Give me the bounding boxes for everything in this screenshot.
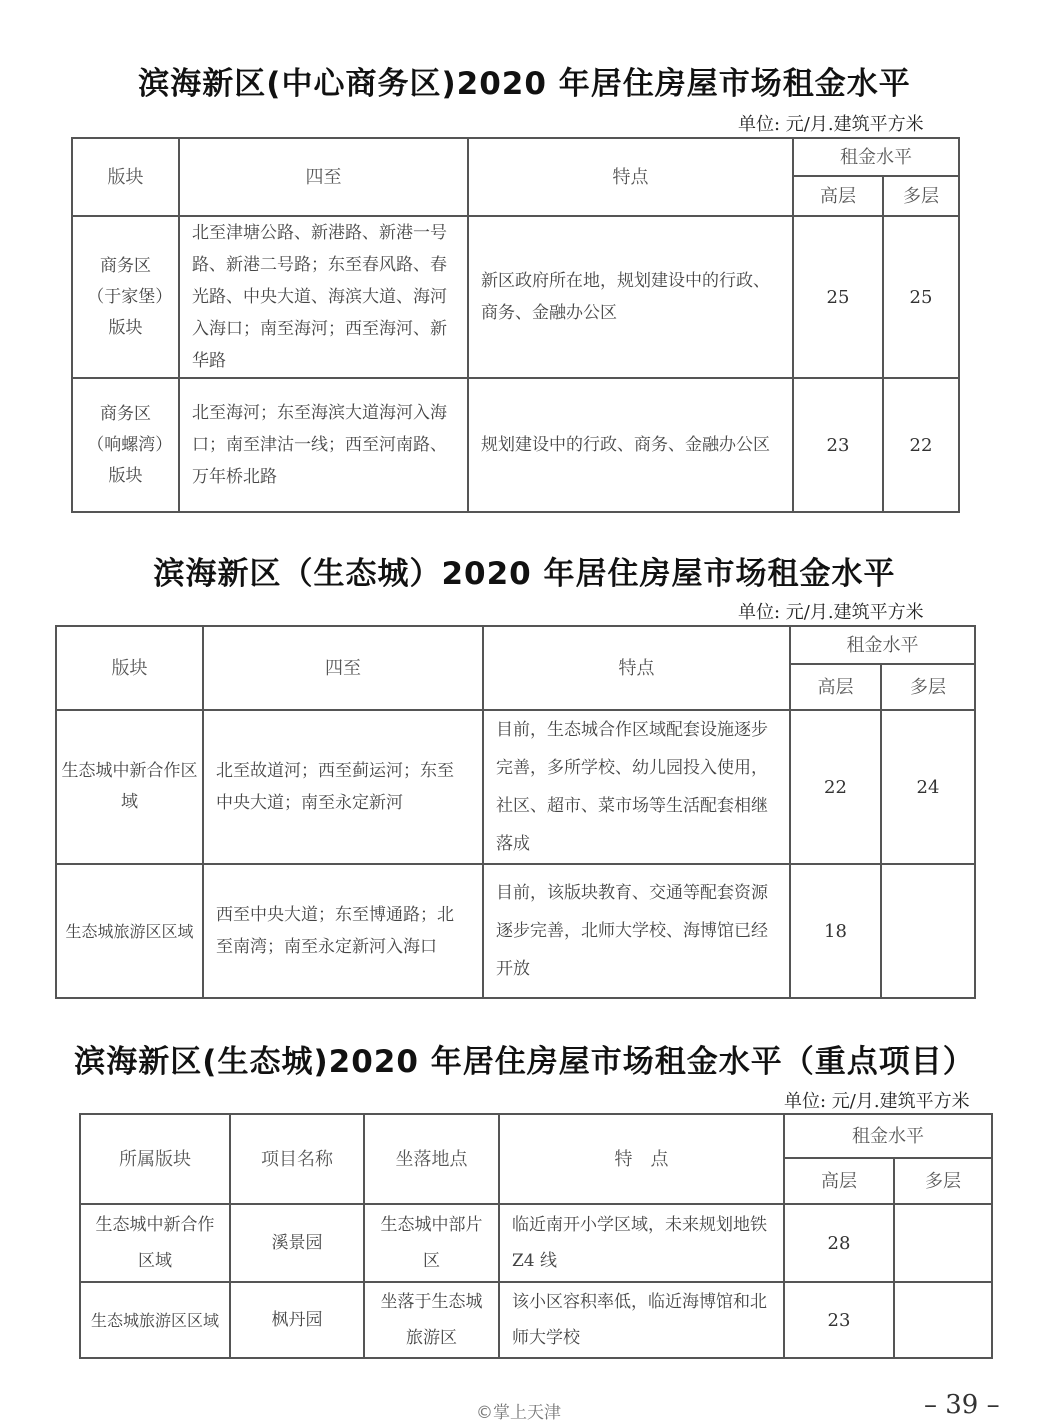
- features-cell: 目前，该版块教育、交通等配套资源逐步完善，北师大学校、海博馆已经开放: [483, 864, 790, 998]
- header-high: 高层: [793, 176, 883, 216]
- project-cell: 溪景园: [230, 1204, 364, 1282]
- high-rent-cell: 23: [784, 1282, 894, 1358]
- header-location: 坐落地点: [364, 1114, 499, 1204]
- table-row: [56, 710, 975, 864]
- header-multi: 多层: [883, 176, 959, 216]
- header-block: 版块: [72, 138, 179, 216]
- multi-rent-cell: [894, 1282, 992, 1358]
- block-cell: 生态城中新合作区域: [80, 1204, 230, 1282]
- multi-rent-cell: [881, 864, 975, 998]
- features-cell: 该小区容积率低，临近海博馆和北师大学校: [499, 1282, 784, 1358]
- bounds-cell: 北至故道河；西至蓟运河；东至中央大道；南至永定新河: [203, 710, 483, 864]
- block-cell: 商务区（于家堡）版块: [72, 216, 179, 378]
- features-cell: 规划建设中的行政、商务、金融办公区: [468, 378, 793, 512]
- table-row: [56, 864, 975, 998]
- header-features: 特点: [468, 138, 793, 216]
- high-rent-cell: 25: [793, 216, 883, 378]
- table2: [55, 625, 976, 999]
- features-cell: 目前，生态城合作区域配套设施逐步完善，多所学校、幼儿园投入使用，社区、超市、菜市场等生活配套相继落成: [483, 710, 790, 864]
- bounds-cell: 北至海河；东至海滨大道海河入海口；南至津沽一线；西至河南路、万年桥北路: [179, 378, 468, 512]
- high-rent-cell: 28: [784, 1204, 894, 1282]
- multi-rent-cell: 22: [883, 378, 959, 512]
- table3: [79, 1113, 993, 1359]
- bounds-cell: 北至津塘公路、新港路、新港一号路、新港二号路；东至春风路、春光路、中央大道、海滨大道、海河入海口；南至海河；西至海河、新华路: [179, 216, 468, 378]
- multi-rent-cell: 25: [883, 216, 959, 378]
- table2-title: 滨海新区（生态城）2020 年居住房屋市场租金水平: [153, 556, 896, 592]
- table3-title: 滨海新区(生态城)2020 年居住房屋市场租金水平（重点项目）: [74, 1044, 975, 1080]
- table1-unit: 单位: 元/月.建筑平方米: [738, 114, 924, 135]
- bounds-cell: 西至中央大道；东至博通路；北至南湾；南至永定新河入海口: [203, 864, 483, 998]
- table1-title: 滨海新区(中心商务区)2020 年居住房屋市场租金水平: [138, 66, 911, 102]
- high-rent-cell: 23: [793, 378, 883, 512]
- header-bounds: 四至: [203, 626, 483, 710]
- block-cell: 生态城中新合作区域: [56, 710, 203, 864]
- header-high: 高层: [790, 664, 881, 710]
- location-cell: 生态城中部片区: [364, 1204, 499, 1282]
- header-block: 版块: [56, 626, 203, 710]
- header-multi: 多层: [881, 664, 975, 710]
- table3-unit: 单位: 元/月.建筑平方米: [784, 1091, 970, 1112]
- table1: [71, 137, 960, 513]
- block-cell: 生态城旅游区区域: [80, 1282, 230, 1358]
- header-rent: 租金水平: [784, 1114, 992, 1158]
- high-rent-cell: 18: [790, 864, 881, 998]
- table-row: [80, 1282, 992, 1358]
- project-cell: 枫丹园: [230, 1282, 364, 1358]
- header-bounds: 四至: [179, 138, 468, 216]
- header-block: 所属版块: [80, 1114, 230, 1204]
- location-cell: 坐落于生态城旅游区: [364, 1282, 499, 1358]
- block-cell: 生态城旅游区区域: [56, 864, 203, 998]
- header-features: 特 点: [499, 1114, 784, 1204]
- header-rent: 租金水平: [790, 626, 975, 664]
- table-row: [80, 1204, 992, 1282]
- header-project: 项目名称: [230, 1114, 364, 1204]
- table-row: [72, 216, 959, 378]
- header-multi: 多层: [894, 1158, 992, 1204]
- high-rent-cell: 22: [790, 710, 881, 864]
- header-rent: 租金水平: [793, 138, 959, 176]
- page-number: – 39 –: [924, 1390, 1000, 1420]
- multi-rent-cell: 24: [881, 710, 975, 864]
- header-features: 特点: [483, 626, 790, 710]
- block-cell: 商务区（响螺湾）版块: [72, 378, 179, 512]
- features-cell: 新区政府所在地，规划建设中的行政、商务、金融办公区: [468, 216, 793, 378]
- header-high: 高层: [784, 1158, 894, 1204]
- multi-rent-cell: [894, 1204, 992, 1282]
- watermark: ©掌上天津: [476, 1403, 561, 1423]
- features-cell: 临近南开小学区域，未来规划地铁Z4 线: [499, 1204, 784, 1282]
- table2-unit: 单位: 元/月.建筑平方米: [738, 602, 924, 623]
- table-row: [72, 378, 959, 512]
